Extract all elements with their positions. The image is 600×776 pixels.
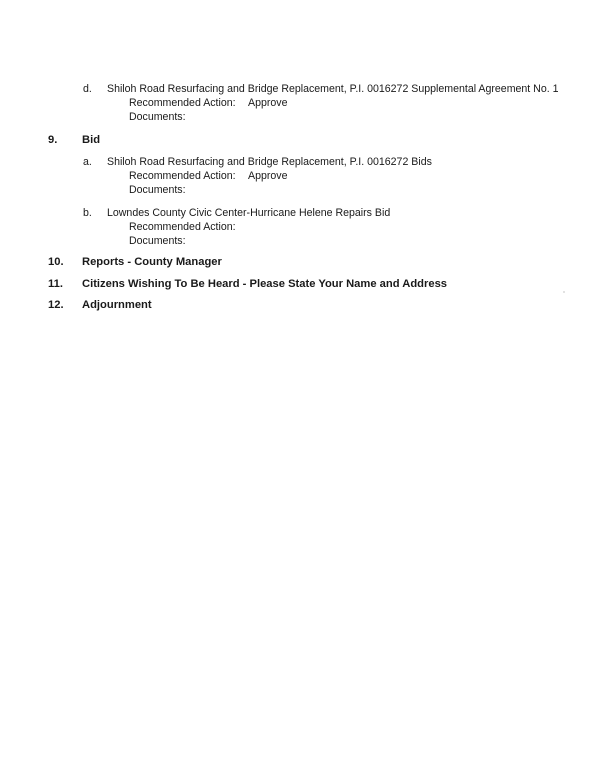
section-number: 9. <box>48 134 58 146</box>
item-letter: a. <box>83 156 92 168</box>
recommended-action-label: Recommended Action: <box>129 97 236 109</box>
documents-label: Documents: <box>129 235 186 247</box>
recommended-action-label: Recommended Action: <box>129 221 236 233</box>
documents-label: Documents: <box>129 111 186 123</box>
section-title: Citizens Wishing To Be Heard - Please State Your Name and Address <box>82 278 448 290</box>
item-title: Shiloh Road Resurfacing and Bridge Replacement, P.I. 0016272 Bids <box>107 156 432 168</box>
section-title: Bid <box>82 134 101 146</box>
section-title: Adjournment <box>82 299 152 311</box>
item-letter: d. <box>83 83 92 95</box>
recommended-action-value: Approve <box>248 97 288 109</box>
recommended-action-value: Approve <box>248 170 288 182</box>
item-title: Shiloh Road Resurfacing and Bridge Replacement, P.I. 0016272 Supplemental Agreement No. 1 <box>107 83 559 95</box>
recommended-action-label: Recommended Action: <box>129 170 236 182</box>
item-title: Lowndes County Civic Center-Hurricane Helene Repairs Bid <box>107 207 391 219</box>
section-number: 12. <box>48 299 64 311</box>
section-number: 10. <box>48 256 64 268</box>
documents-label: Documents: <box>129 184 186 196</box>
section-title: Reports - County Manager <box>82 256 222 268</box>
item-letter: b. <box>83 207 92 219</box>
scan-artifact <box>563 291 565 293</box>
section-number: 11. <box>48 278 63 290</box>
